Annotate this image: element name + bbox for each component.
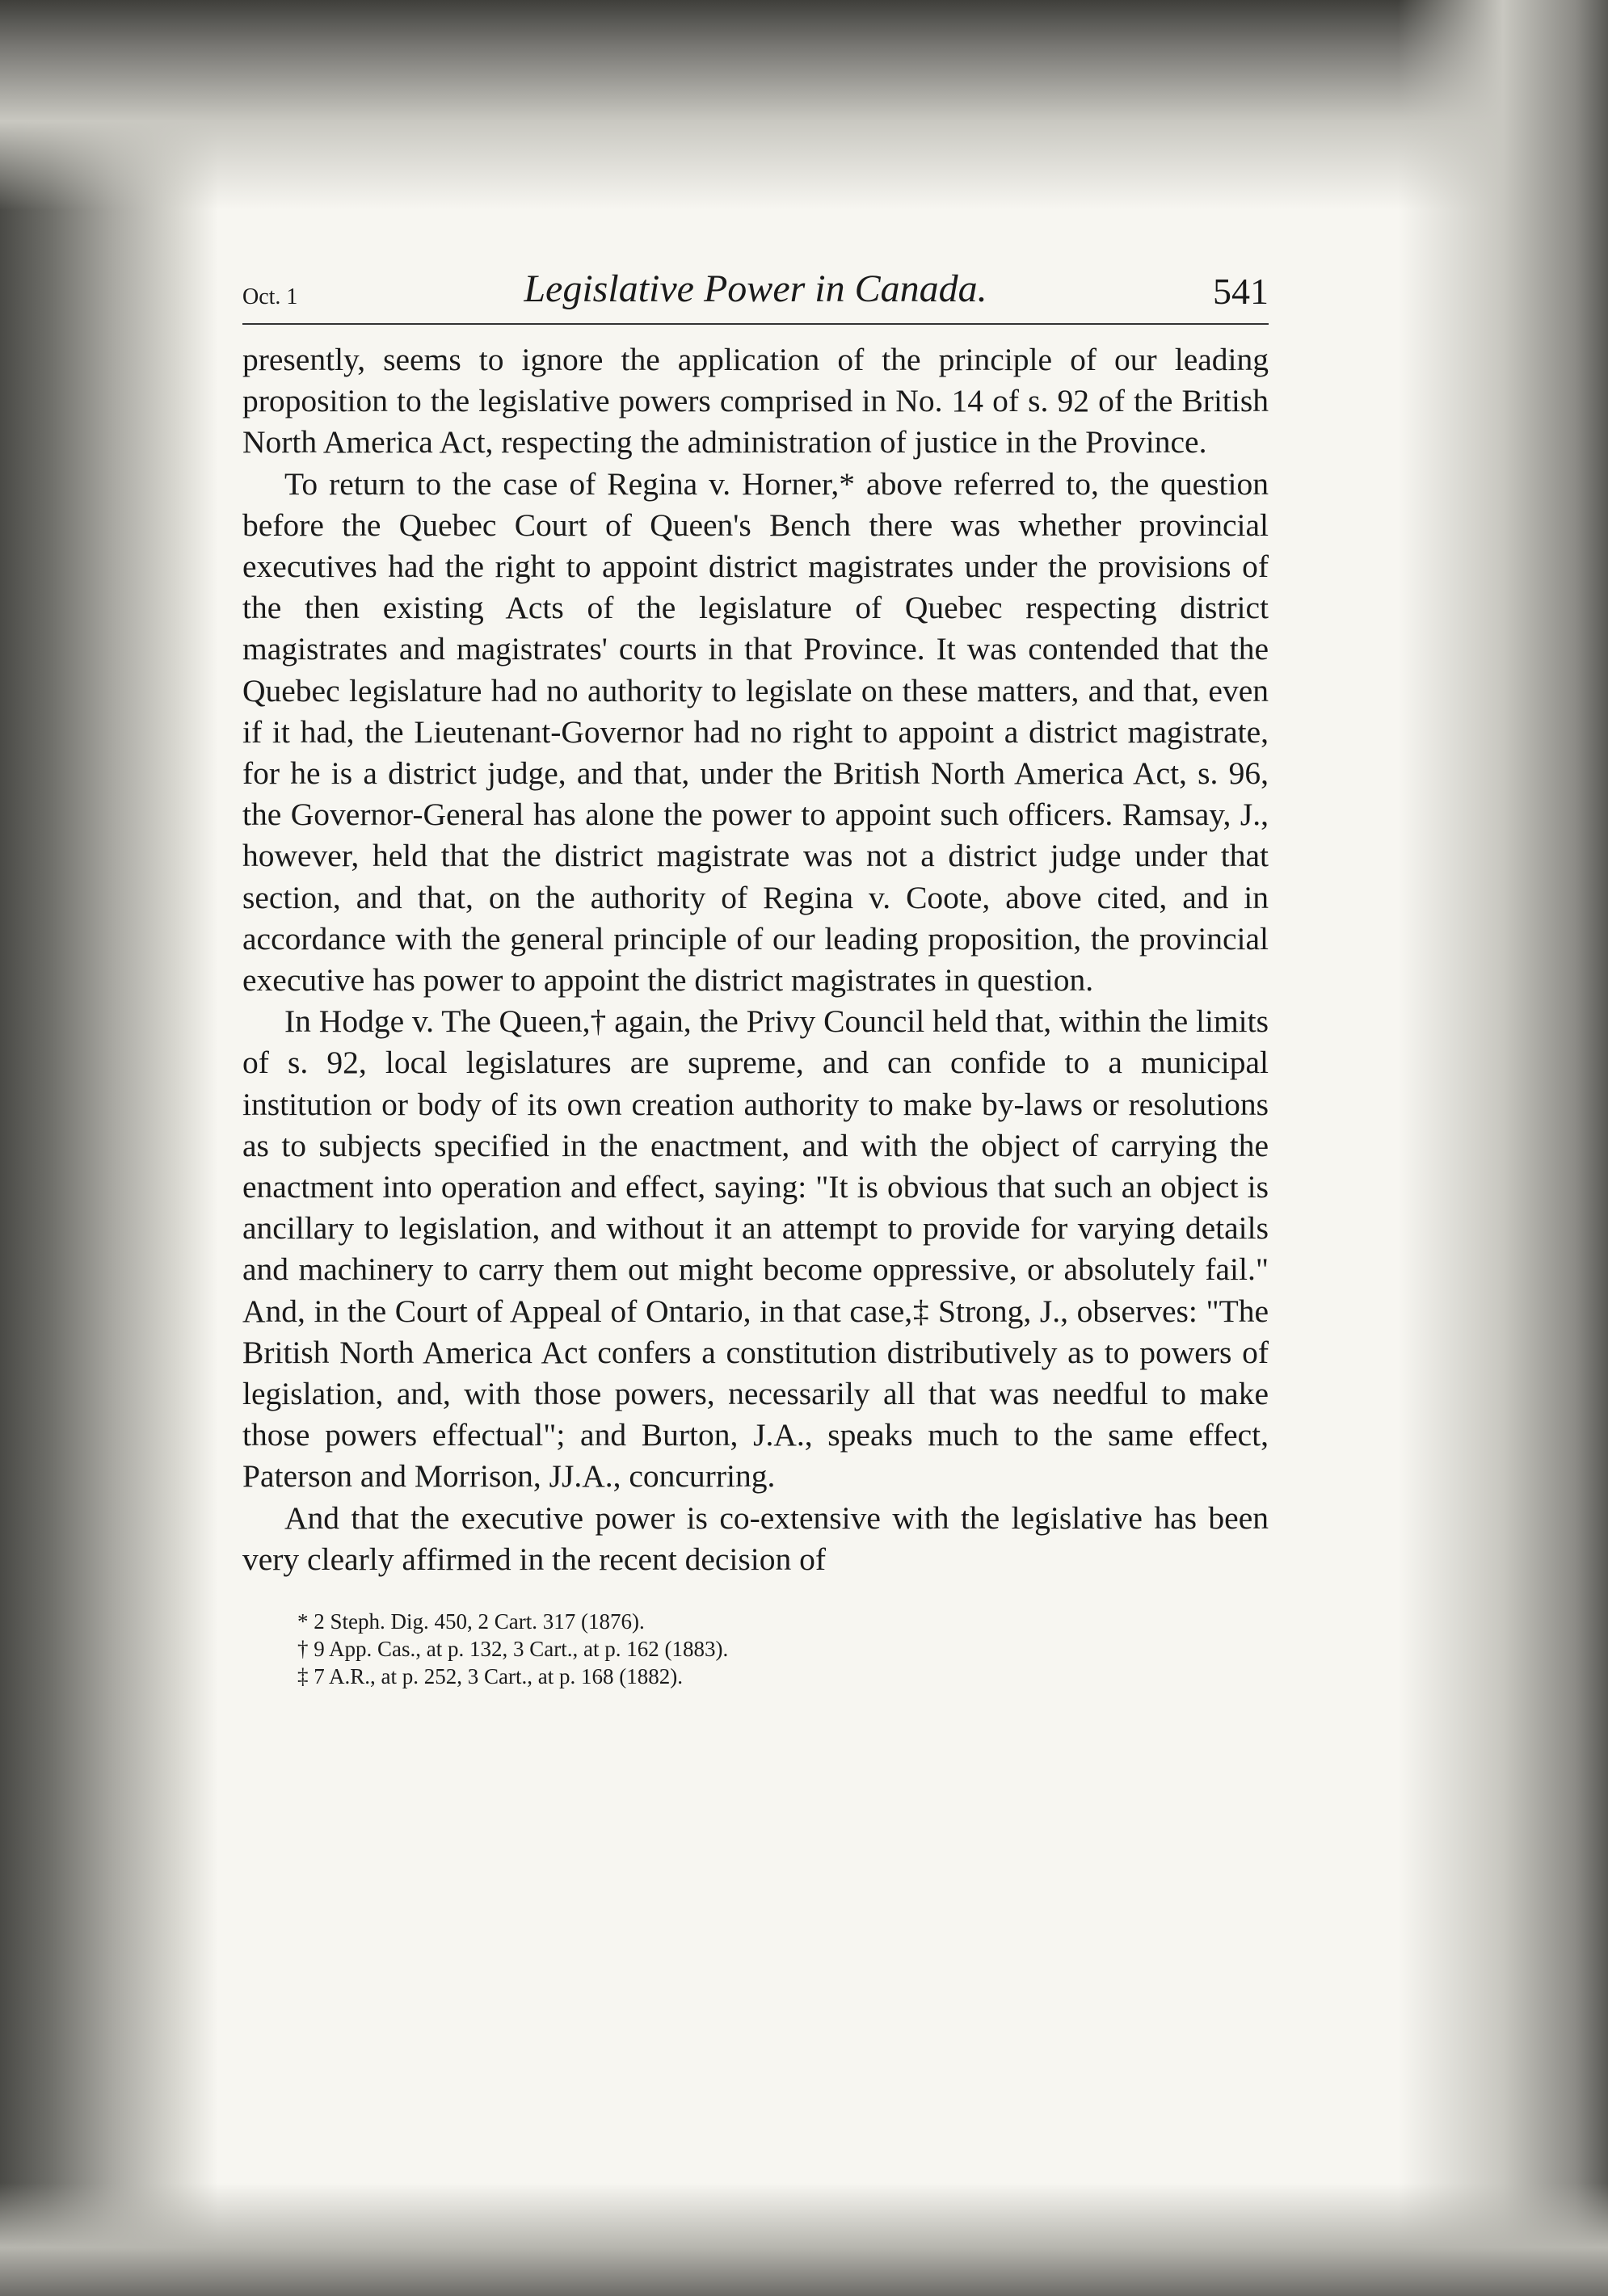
paragraph-regina-v-horner: To return to the case of Regina v. Horner,* above referred to, the question before the Quebec Court of Queen's Bench there was whether provincial executives had the right to appoint district magistrates under the provisions of the then existing Acts of the legislature of Quebec respecting district magistrates and magistrates' courts in that Province. It was contended that the Quebec legislature had no authority to legislate on these matters, and that, even if it had, the Lieutenant-Governor had no right to appoint a district magistrate, for he is a district judge, and that, under the British North America Act, s. 96, the Governor-General has alone the power to appoint such officers. Ramsay, J., however, held that the district magistrate was not a district judge under that section, and that, on the authority of Regina v. Coote, above cited, and in accordance with the general principle of our leading proposition, the provincial executive has power to appoint the district magistrates in question. bbox=[242, 465, 1269, 999]
footnote: ‡ 7 A.R., at p. 252, 3 Cart., at p. 168 (1882). bbox=[297, 1664, 683, 1689]
page-number: 541 bbox=[1213, 271, 1269, 312]
book-page bbox=[242, 267, 1269, 1690]
scan-edge-left bbox=[0, 0, 218, 2296]
footnote: † 9 App. Cas., at p. 132, 3 Cart., at p. 162 (1883). bbox=[297, 1637, 729, 1662]
running-head-date: Oct. 1 bbox=[242, 284, 298, 309]
scan-edge-right bbox=[1398, 0, 1608, 2296]
body-text bbox=[242, 339, 1269, 1580]
paragraph-hodge-v-the-queen: In Hodge v. The Queen,† again, the Privy Council held that, within the limits of s. 92, local legislatures are supreme, and can confide to a municipal institution or body of its own creation authority to make by-laws or resolutions as to subjects specified in the enactment, and with the object of carrying the enactment into operation and effect, saying: "It is obvious that such an object is ancillary to legislation, and without it an attempt to provide for varying details and machinery to carry them out might become oppressive, or absolutely fail." And, in the Court of Appeal of Ontario, in that case,‡ Strong, J., observes: "The British North America Act confers a constitution distributively as to powers of legislation, and, with those powers, necessarily all that was needful to make those powers effectual"; and Burton, J.A., speaks much to the same effect, Paterson and Morrison, JJ.A., concurring. bbox=[242, 1003, 1269, 1495]
scan-edge-bottom bbox=[0, 2183, 1608, 2296]
footnote: * 2 Steph. Dig. 450, 2 Cart. 317 (1876). bbox=[297, 1609, 645, 1634]
paragraph-continued: presently, seems to ignore the application of the principle of our leading proposition to the legislative powers comprised in No. 14 of s. 92 of the British North America Act, respecting the administration of justice in the Province. bbox=[242, 342, 1269, 460]
footnotes bbox=[242, 1608, 1269, 1690]
running-head bbox=[242, 267, 1269, 325]
scan-edge-top bbox=[0, 0, 1608, 210]
running-head-title: Legislative Power in Canada. bbox=[524, 267, 987, 310]
paragraph-executive-power: And that the executive power is co-extensive with the legislative has been very clearly affirmed in the recent decision of bbox=[242, 1499, 1269, 1577]
